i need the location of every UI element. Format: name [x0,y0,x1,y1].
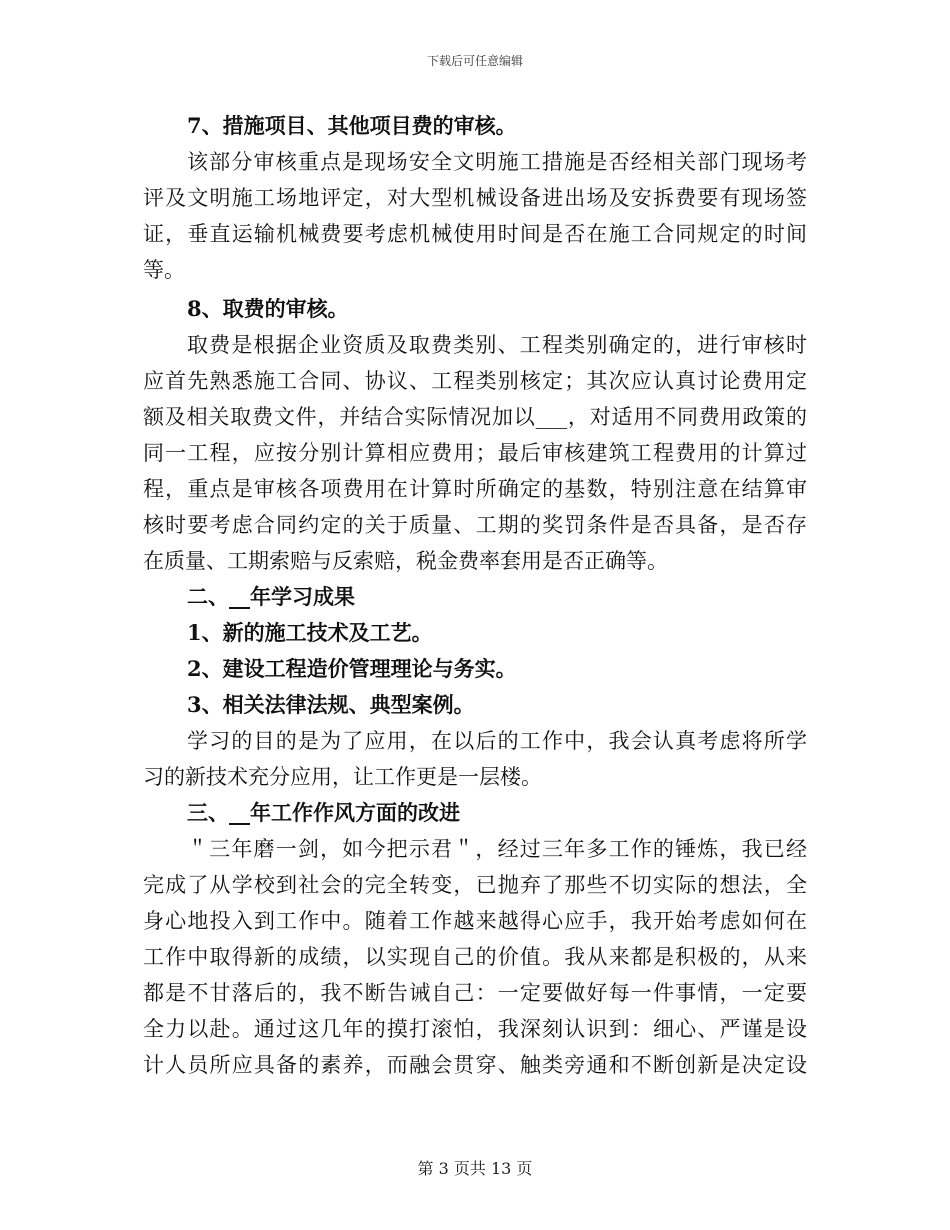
paragraph-line: 工作中取得新的成绩，以实现自己的价值。我从来都是积极的，从来 [143,945,807,969]
section-heading-3: 三、__年工作作风方面的改进 [187,800,460,825]
list-item: 2、建设工程造价管理理论与务实。 [187,656,517,681]
paragraph-line: 全力以赴。通过这几年的摸打滚怕，我深刻认识到：细心、严谨是设 [143,1017,807,1041]
paragraph-line: 都是不甘落后的，我不断告诫自己：一定要做好每一件事情，一定要 [143,981,807,1005]
document-body [143,108,807,1083]
paragraph-line: 应首先熟悉施工合同、协议、工程类别核定；其次应认真讨论费用定 [143,369,807,393]
paragraph-line: 完成了从学校到社会的完全转变，已抛弃了那些不切实际的想法，全 [143,873,807,897]
page-header: 下载后可任意编辑 [426,54,523,68]
paragraph-line: 学习的目的是为了应用，在以后的工作中，我会认真考虑将所学 [187,729,807,753]
paragraph-line: 等。 [143,258,185,282]
paragraph-line: 核时要考虑合同约定的关于质量、工期的奖罚条件是否具备，是否存 [143,513,807,537]
paragraph-line: 身心地投入到工作中。随着工作越来越得心应手，我开始考虑如何在 [143,909,807,933]
paragraph-line: ＂三年磨一剑，如今把示君＂，经过三年多工作的锤炼，我已经 [187,837,807,861]
heading-7: 7、措施项目、其他项目费的审核。 [187,113,517,138]
paragraph-line: 评及文明施工场地评定，对大型机械设备进出场及安拆费要有现场签 [143,186,807,210]
paragraph-line: 在质量、工期索赔与反索赔，税金费率套用是否正确等。 [143,549,668,573]
paragraph-line: 取费是根据企业资质及取费类别、工程类别确定的，进行审核时 [187,333,807,357]
paragraph-line: 计人员所应具备的素养，而融会贯穿、触类旁通和不断创新是决定设 [143,1053,807,1077]
paragraph-line: 同一工程，应按分别计算相应费用；最后审核建筑工程费用的计算过 [143,441,807,465]
list-item: 1、新的施工技术及工艺。 [187,620,433,645]
section-heading-2: 二、__年学习成果 [187,584,355,609]
paragraph-line: 额及相关取费文件，并结合实际情况加以___，对适用不同费用政策的 [143,405,807,429]
list-item: 3、相关法律法规、典型案例。 [187,692,475,717]
paragraph-line: 习的新技术充分应用，让工作更是一层楼。 [143,765,542,789]
page-footer: 第 3 页共 13 页 [417,1159,533,1178]
paragraph-line: 该部分审核重点是现场安全文明施工措施是否经相关部门现场考 [187,150,807,174]
heading-8: 8、取费的审核。 [187,296,349,321]
paragraph-line: 证，垂直运输机械费要考虑机械使用时间是否在施工合同规定的时间 [143,222,807,246]
paragraph-line: 程，重点是审核各项费用在计算时所确定的基数，特别注意在结算审 [143,477,807,501]
